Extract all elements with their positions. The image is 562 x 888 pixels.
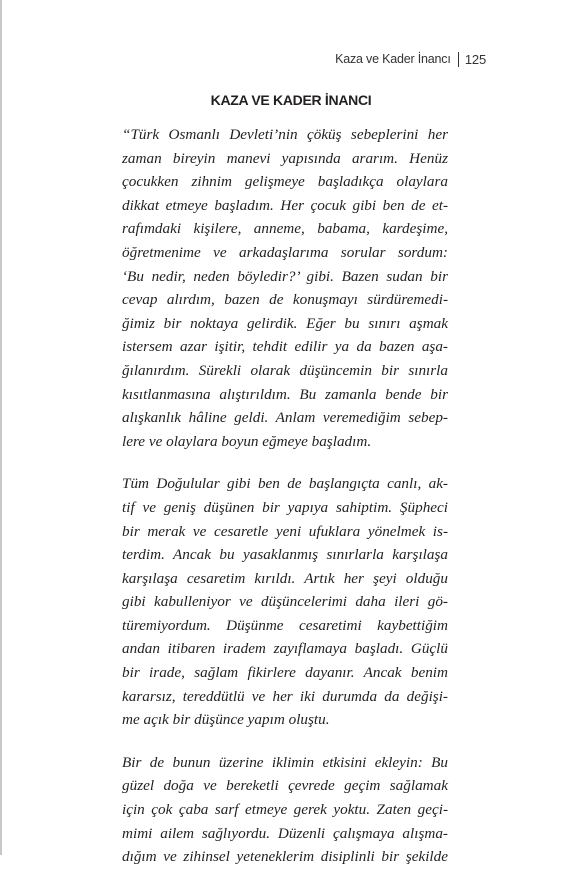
text-line: cevap alırdım, bazen de konuşmayı sürdüremedi-: [122, 291, 448, 309]
text-line: ‘Bu nedir, neden böyledir?’ gibi. Bazen sudan bir: [122, 267, 448, 285]
text-line: bir merak ve cesaretle yeni ufuklara yönelmek is-: [122, 522, 448, 540]
running-title: Kaza ve Kader İnancı: [335, 52, 451, 66]
text-line: “Türk Osmanlı Devleti’nin çöküş sebeplerini her: [122, 126, 448, 143]
text-line: bir irade, sağlam fikirlere dayanır. Ancak benim: [122, 664, 448, 682]
text-line: dikkat etmeye başladım. Her çocuk gibi ben de et-: [122, 196, 448, 214]
body-text: [122, 123, 448, 888]
text-line: kararsız, tereddütlü ve her iki durumda da değişi-: [122, 687, 448, 705]
paragraph-3: [122, 751, 448, 869]
text-line: lere ve olaylara boyun eğmeye başladım.: [122, 432, 372, 450]
text-line: zaman bireyin manevi yapısında ararım. Henüz: [122, 149, 448, 167]
text-line: ğılanırdım. Sürekli olarak düşüncemin bir sınırla: [122, 361, 448, 379]
text-line: istersem azar işitir, tehdit edilir ya da bazen aşa-: [122, 338, 448, 356]
text-line: terdim. Ancak bu yasaklanmış sınırlarla karşılaşa: [122, 546, 448, 564]
paragraph-2: [122, 472, 448, 732]
text-line: öğretmenime ve arkadaşlarıma sorular sordum:: [122, 243, 448, 261]
text-line: türemiyordum. Düşünme cesaretimi kaybettiğim: [122, 616, 448, 634]
text-line: tif ve geniş düşünen bir yapıya sahiptim. Şüpheci: [122, 498, 448, 516]
text-line: alışkanlık hâline geldi. Anlam veremediğim sebep-: [122, 409, 448, 427]
text-line: rafımdaki kişilere, anneme, babama, kardeşime,: [122, 220, 448, 238]
text-line: güzel doğa ve bereketli çevrede geçim sağlamak: [122, 777, 448, 795]
paragraph-1: [122, 123, 448, 453]
text-line: kısıtlanmasına alıştırıldım. Bu zamanla bende bir: [122, 385, 448, 403]
text-line: dığım ve zihinsel yeteneklerim disiplinli bir şekilde: [122, 848, 448, 866]
text-line: karşılaşa cesaretim kırıldı. Artık her şeyi olduğu: [122, 569, 448, 587]
text-line: Bir de bunun üzerine iklimin etkisini ekleyin: Bu: [122, 753, 448, 771]
text-line: Tüm Doğulular gibi ben de başlangıçta canlı, ak-: [122, 475, 448, 493]
text-line: me açık bir düşünce yapım oluştu.: [122, 711, 330, 729]
text-line: ğimiz bir noktaya gelirdik. Eğer bu sınırı aşmak: [122, 314, 448, 332]
text-line: andan itibaren iradem zayıflamaya başladı. Güçlü: [122, 640, 448, 658]
page-edge: [0, 0, 2, 855]
text-line: gibi kabulleniyor ve düşüncelerimi daha ileri gö-: [122, 593, 448, 611]
text-line: mimi ailem sağlıyordu. Düzenli çalışmaya alışma-: [122, 824, 448, 842]
page-number: 125: [464, 51, 486, 67]
header-separator: [458, 52, 459, 67]
running-header: [335, 50, 486, 68]
text-line: için çok çaba sarf etmeye gerek yoktu. Zaten geçi-: [122, 801, 448, 819]
text-line: çocukken zihnim gelişmeye başladıkça olaylara: [122, 173, 448, 191]
chapter-title: KAZA VE KADER İNANCI: [210, 92, 372, 108]
